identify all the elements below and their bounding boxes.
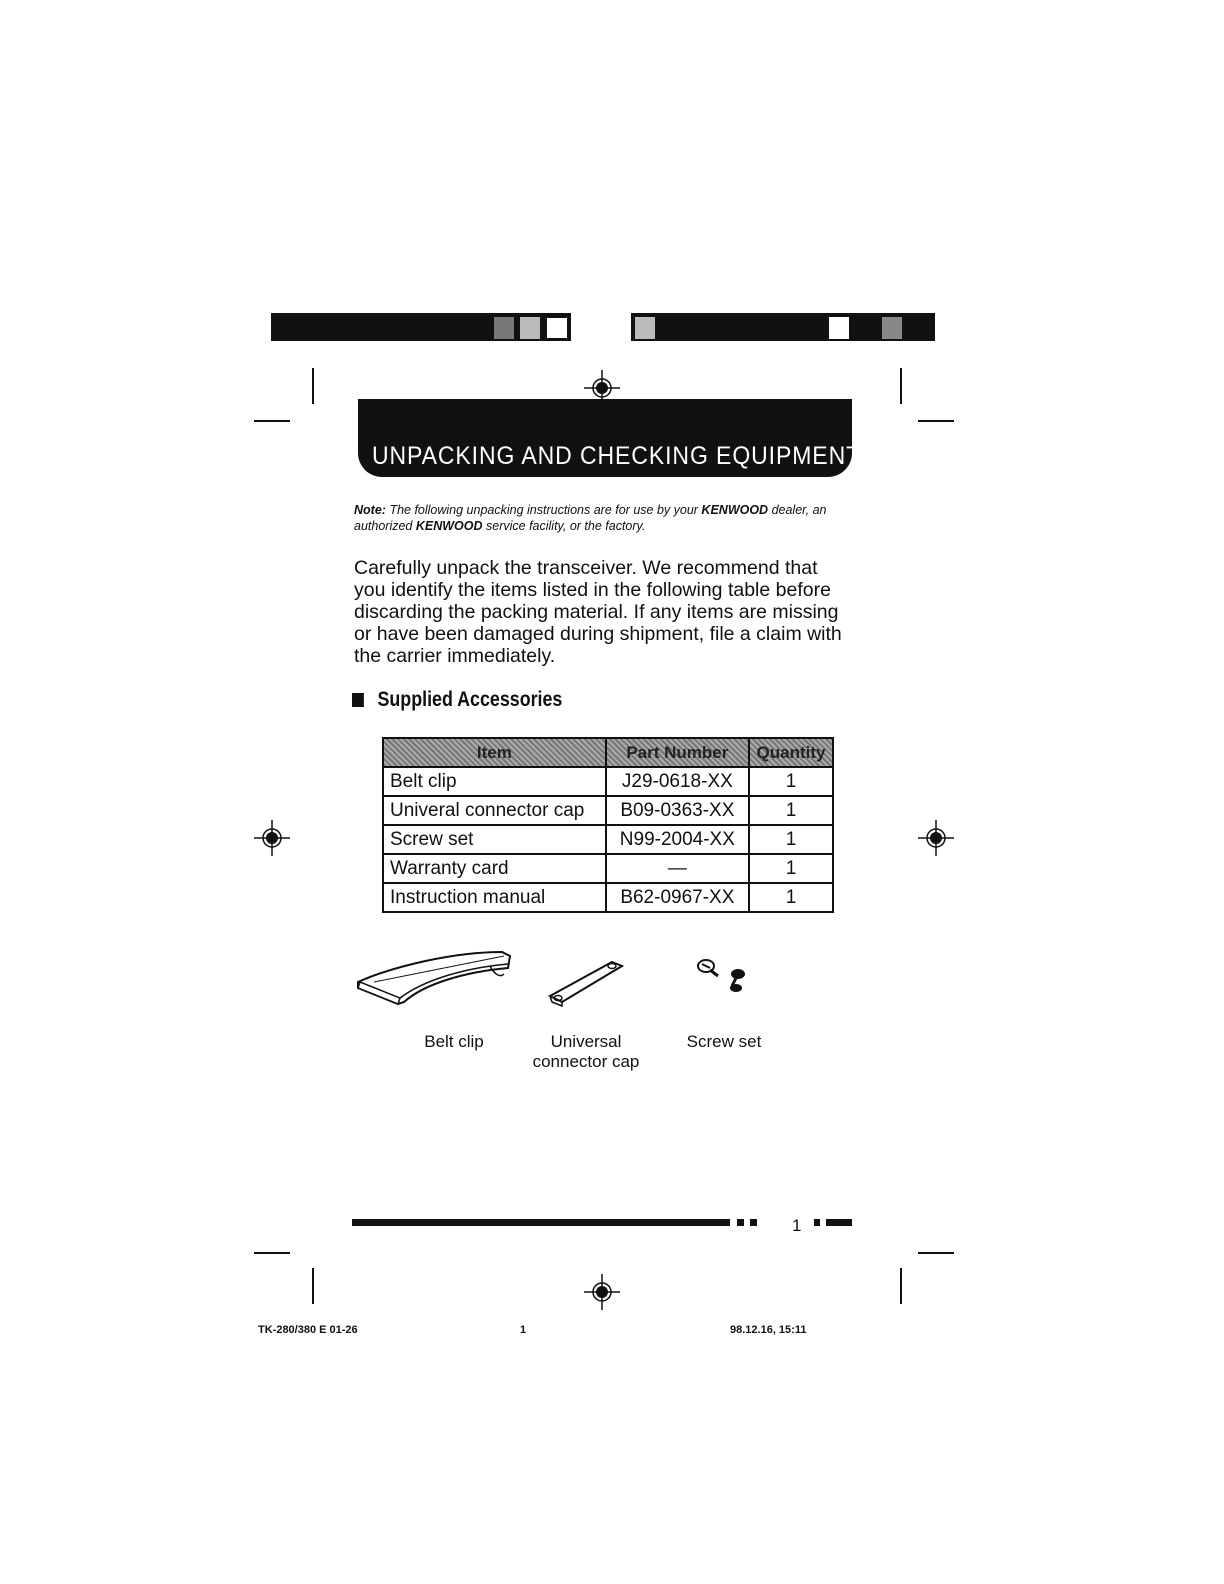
table-row bbox=[383, 854, 833, 883]
note-text-2: dealer, an authorized bbox=[354, 503, 827, 533]
table-row bbox=[383, 883, 833, 912]
top-bar-left-square-3 bbox=[545, 316, 569, 340]
note-brand-2: KENWOOD bbox=[415, 519, 483, 533]
screw-set-caption: Screw set bbox=[686, 1032, 762, 1051]
crop-mark bbox=[254, 1252, 290, 1254]
bottom-bar-dot bbox=[750, 1219, 757, 1226]
connector-cap-illustration-icon bbox=[546, 956, 630, 1008]
connector-cap-caption bbox=[516, 1032, 656, 1072]
quantity-cell: 1 bbox=[749, 767, 833, 796]
footer-document-code: TK-280/380 E 01-26 bbox=[258, 1324, 358, 1336]
quantity-cell: 1 bbox=[749, 796, 833, 825]
section-title bbox=[352, 688, 562, 712]
table-row bbox=[383, 796, 833, 825]
accessories-table bbox=[382, 737, 834, 913]
bottom-bar-dot bbox=[814, 1219, 820, 1226]
part-number-cell: B62-0967-XX bbox=[606, 883, 749, 912]
part-number-cell: J29-0618-XX bbox=[606, 767, 749, 796]
bottom-bar-dot bbox=[737, 1219, 744, 1226]
top-bar-left-square-2 bbox=[519, 316, 541, 340]
column-header: Item bbox=[383, 738, 606, 767]
part-number-cell: — bbox=[606, 854, 749, 883]
note-label: Note: bbox=[354, 503, 386, 517]
crop-mark bbox=[900, 1268, 902, 1304]
top-bar-left-square-1 bbox=[493, 316, 515, 340]
crop-mark bbox=[900, 368, 902, 404]
item-cell: Univeral connector cap bbox=[383, 796, 606, 825]
table-row bbox=[383, 825, 833, 854]
quantity-cell: 1 bbox=[749, 854, 833, 883]
footer-page: 1 bbox=[520, 1324, 527, 1336]
table-row bbox=[383, 767, 833, 796]
column-header: Quantity bbox=[749, 738, 833, 767]
part-number-cell: B09-0363-XX bbox=[606, 796, 749, 825]
page-number: 1 bbox=[792, 1216, 802, 1235]
table-header-row bbox=[383, 738, 833, 767]
note-text-1: The following unpacking instructions are for use by your bbox=[389, 503, 698, 517]
item-cell: Belt clip bbox=[383, 767, 606, 796]
registration-mark-icon bbox=[254, 820, 290, 856]
top-bar-right-square-1 bbox=[634, 316, 656, 340]
quantity-cell: 1 bbox=[749, 825, 833, 854]
quantity-cell: 1 bbox=[749, 883, 833, 912]
crop-mark bbox=[918, 1252, 954, 1254]
bottom-bar-end bbox=[826, 1219, 852, 1226]
crop-mark bbox=[254, 420, 290, 422]
part-number-cell: N99-2004-XX bbox=[606, 825, 749, 854]
connector-cap-caption-line-2: connector cap bbox=[532, 1052, 640, 1071]
registration-mark-icon bbox=[584, 1274, 620, 1310]
footer-timestamp: 98.12.16, 15:11 bbox=[730, 1324, 807, 1336]
crop-mark bbox=[918, 420, 954, 422]
crop-mark bbox=[312, 368, 314, 404]
registration-mark-icon bbox=[918, 820, 954, 856]
page-title: UNPACKING AND CHECKING EQUIPMENT bbox=[372, 442, 862, 470]
top-bar-right-square-3 bbox=[881, 316, 903, 340]
bottom-bar bbox=[352, 1219, 730, 1226]
item-cell: Warranty card bbox=[383, 854, 606, 883]
item-cell: Screw set bbox=[383, 825, 606, 854]
top-bar-right-square-2 bbox=[828, 316, 850, 340]
square-bullet-icon bbox=[352, 693, 364, 707]
crop-mark bbox=[312, 1268, 314, 1304]
note-text-3: service facility, or the factory. bbox=[486, 519, 646, 533]
connector-cap-caption-line-1: Universal bbox=[550, 1032, 622, 1051]
body-paragraph: Carefully unpack the transceiver. We recommend that you identify the items listed in the following table before discarding the packing material. If any items are missing or have been damaged during shipment, file a claim with the carrier immediately. bbox=[354, 557, 842, 667]
screw-set-illustration-icon bbox=[696, 956, 754, 996]
column-header: Part Number bbox=[606, 738, 749, 767]
note-text bbox=[354, 502, 834, 534]
item-cell: Instruction manual bbox=[383, 883, 606, 912]
belt-clip-illustration-icon bbox=[354, 944, 520, 1010]
note-brand-1: KENWOOD bbox=[701, 503, 769, 517]
section-title-text: Supplied Accessories bbox=[377, 688, 563, 711]
belt-clip-caption: Belt clip bbox=[424, 1032, 484, 1051]
